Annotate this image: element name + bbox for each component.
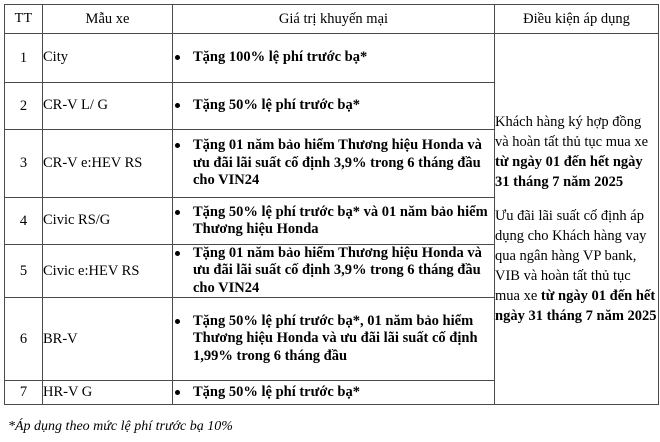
table-body: [5, 34, 659, 405]
column-header-promotion-value: Giá trị khuyến mại: [173, 5, 495, 34]
bullet-icon: [175, 390, 180, 395]
row-number: 1: [5, 34, 43, 83]
offer-text: Tặng 01 năm bảo hiểm Thương hiệu Honda và ưu đãi lãi suất cố định 3,9% trong 6 tháng đầu cho VIN24: [193, 245, 482, 296]
list-item: [173, 204, 494, 239]
row-number: 7: [5, 381, 43, 405]
bullet-icon: [175, 251, 180, 256]
bullet-icon: [175, 210, 180, 215]
column-header-tt: TT: [5, 5, 43, 34]
offer-text: Tặng 50% lệ phí trước bạ*: [193, 97, 360, 114]
offer-list: [173, 313, 494, 365]
car-model: City: [43, 34, 173, 83]
row-number: 3: [5, 130, 43, 198]
promotion-value: [173, 245, 495, 298]
column-header-condition: Điều kiện áp dụng: [495, 5, 659, 34]
promotion-value: [173, 83, 495, 130]
condition-2-bold: từ ngày 01 đến hết ngày 31 tháng 7 năm 2025: [495, 288, 657, 325]
row-number: 6: [5, 298, 43, 381]
offer-text: Tặng 01 năm bảo hiểm Thương hiệu Honda và ưu đãi lãi suất cố định 3,9% trong 6 tháng đầu cho VIN24: [193, 137, 482, 189]
list-item: [173, 137, 494, 189]
offer-list: [173, 204, 494, 239]
bullet-icon: [175, 143, 180, 148]
car-model: Civic e:HEV RS: [43, 245, 173, 298]
list-item: [173, 49, 494, 66]
offer-list: [173, 97, 494, 114]
promotion-value: [173, 198, 495, 245]
offer-list: [173, 137, 494, 189]
bullet-icon: [175, 103, 180, 108]
condition-paragraph-1: [495, 112, 658, 192]
condition-2-normal: Ưu đãi lãi suất cố định áp dụng cho Khách hàng vay qua ngân hàng VP bank, VIB và hoàn tất thủ tục mua xe: [495, 208, 647, 305]
promotion-value: [173, 298, 495, 381]
bullet-icon: [175, 319, 180, 324]
offer-list: [173, 384, 494, 401]
table-row: [5, 34, 659, 83]
car-model: Civic RS/G: [43, 198, 173, 245]
promotion-table: [4, 4, 659, 405]
condition-1-normal: Khách hàng ký hợp đồng và hoàn tất thủ tục mua xe: [495, 114, 649, 151]
promotion-value: [173, 34, 495, 83]
bullet-icon: [175, 55, 180, 60]
offer-text: Tặng 50% lệ phí trước bạ*: [193, 383, 360, 400]
condition-paragraph-2: [495, 206, 658, 326]
offer-list: [173, 49, 494, 66]
offer-list: [173, 245, 494, 297]
condition-1-bold: từ ngày 01 đến hết ngày 31 tháng 7 năm 2025: [495, 154, 643, 191]
promotion-value: [173, 381, 495, 405]
promotion-value: [173, 130, 495, 198]
list-item: [173, 245, 494, 297]
list-item: [173, 97, 494, 114]
row-number: 2: [5, 83, 43, 130]
car-model: BR-V: [43, 298, 173, 381]
offer-text: Tặng 50% lệ phí trước bạ*, 01 năm bảo hiểm Thương hiệu Honda và ưu đãi lãi suất cố định 1,99% trong 6 tháng đầu: [193, 313, 478, 364]
application-condition: [495, 34, 659, 405]
list-item: [173, 313, 494, 365]
row-number: 4: [5, 198, 43, 245]
offer-text: Tặng 50% lệ phí trước bạ* và 01 năm bảo hiểm Thương hiệu Honda: [193, 203, 488, 237]
table-header: [5, 5, 659, 34]
car-model: HR-V G: [43, 381, 173, 405]
list-item: [173, 384, 494, 401]
car-model: CR-V L/ G: [43, 83, 173, 130]
footnote: *Áp dụng theo mức lệ phí trước bạ 10%: [8, 419, 233, 435]
offer-text: Tặng 100% lệ phí trước bạ*: [193, 49, 368, 66]
row-number: 5: [5, 245, 43, 298]
header-row: [5, 5, 659, 34]
car-model: CR-V e:HEV RS: [43, 130, 173, 198]
column-header-model: Mẫu xe: [43, 5, 173, 34]
